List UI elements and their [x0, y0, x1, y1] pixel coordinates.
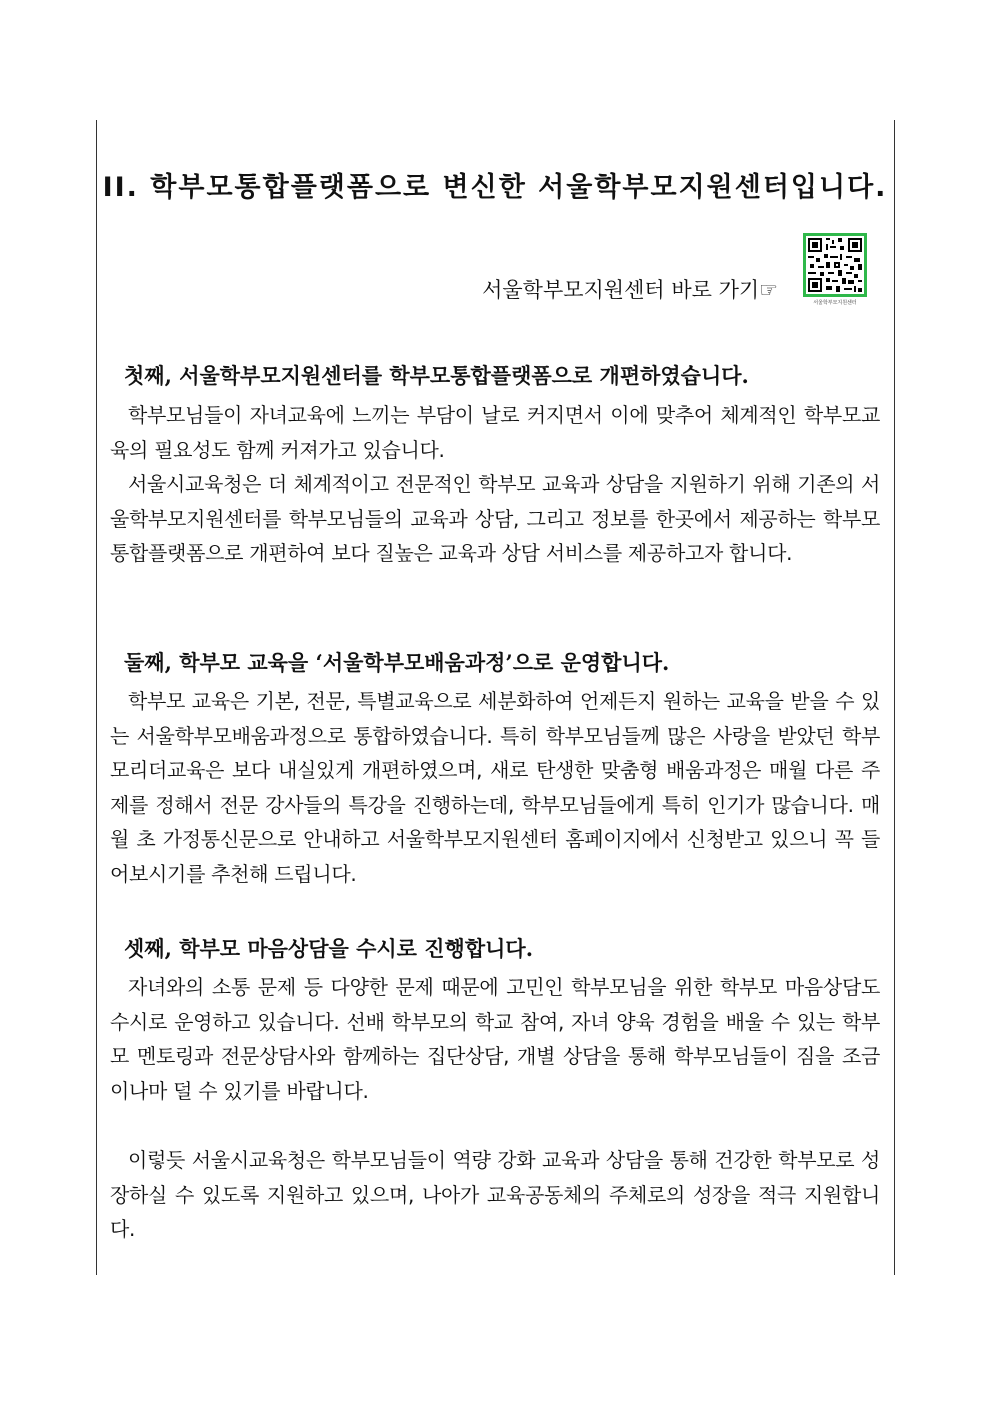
qr-code-icon[interactable]: [803, 233, 867, 297]
qr-code-graphic: [806, 236, 864, 294]
section-2-paragraph-1: 학부모 교육은 기본, 전문, 특별교육으로 세분화하여 언제든지 원하는 교육을 받을 수 있는 서울학부모배움과정으로 통합하였습니다. 특히 학부모님들께 많은 사랑을 받았던 학부모리더교육은 보다 내실있게 개편하였으며, 새로 탄생한 맞춤형 배움과정은 매월 다른 주제를 정해서 전문 강사들의 특강을 진행하는데, 학부모님들에게 특히 인기가 많습니다. 매월 초 가정통신문으로 안내하고 서울학부모지원센터 홈페이지에서 신청받고 있으니 꼭 들어보시기를 추천해 드립니다.: [110, 689, 880, 886]
section-1-heading: 첫째, 서울학부모지원센터를 학부모통합플랫폼으로 개편하였습니다.: [124, 363, 749, 388]
section-1-paragraph-2: 서울시교육청은 더 체계적이고 전문적인 학부모 교육과 상담을 지원하기 위해 기존의 서울학부모지원센터를 학부모님들의 교육과 상담, 그리고 정보를 한곳에서 제공하는 학부모통합플랫폼으로 개편하여 보다 질높은 교육과 상담 서비스를 제공하고자 합니다.: [110, 472, 880, 565]
right-border-line: [894, 120, 895, 1275]
left-border-line: [96, 120, 97, 1275]
closing-paragraph: 이렇듯 서울시교육청은 학부모님들이 역량 강화 교육과 상담을 통해 건강한 학부모로 성장하실 수 있도록 지원하고 있으며, 나아가 교육공동체의 주체로의 성장을 적극 지원합니다.: [110, 1148, 880, 1241]
center-shortcut-label[interactable]: 서울학부모지원센터 바로 가기☞: [482, 278, 778, 302]
section-2-heading: 둘째, 학부모 교육을 ‘서울학부모배움과정’으로 운영합니다.: [124, 650, 670, 675]
section-3-paragraph-1: 자녀와의 소통 문제 등 다양한 문제 때문에 고민인 학부모님을 위한 학부모 마음상담도 수시로 운영하고 있습니다. 선배 학부모의 학교 참여, 자녀 양육 경험을 배울 수 있는 학부모 멘토링과 전문상담사와 함께하는 집단상담, 개별 상담을 통해 학부모님들이 짐을 조금이나마 덜 수 있기를 바랍니다.: [110, 975, 880, 1103]
qr-caption: 서울학부모지원센터: [813, 300, 857, 306]
page-title: II. 학부모통합플랫폼으로 변신한 서울학부모지원센터입니다.: [102, 172, 888, 203]
section-3-heading: 셋째, 학부모 마음상담을 수시로 진행합니다.: [124, 936, 534, 961]
section-1-paragraph-1: 학부모님들이 자녀교육에 느끼는 부담이 날로 커지면서 이에 맞추어 체계적인 학부모교육의 필요성도 함께 커져가고 있습니다.: [110, 403, 880, 462]
